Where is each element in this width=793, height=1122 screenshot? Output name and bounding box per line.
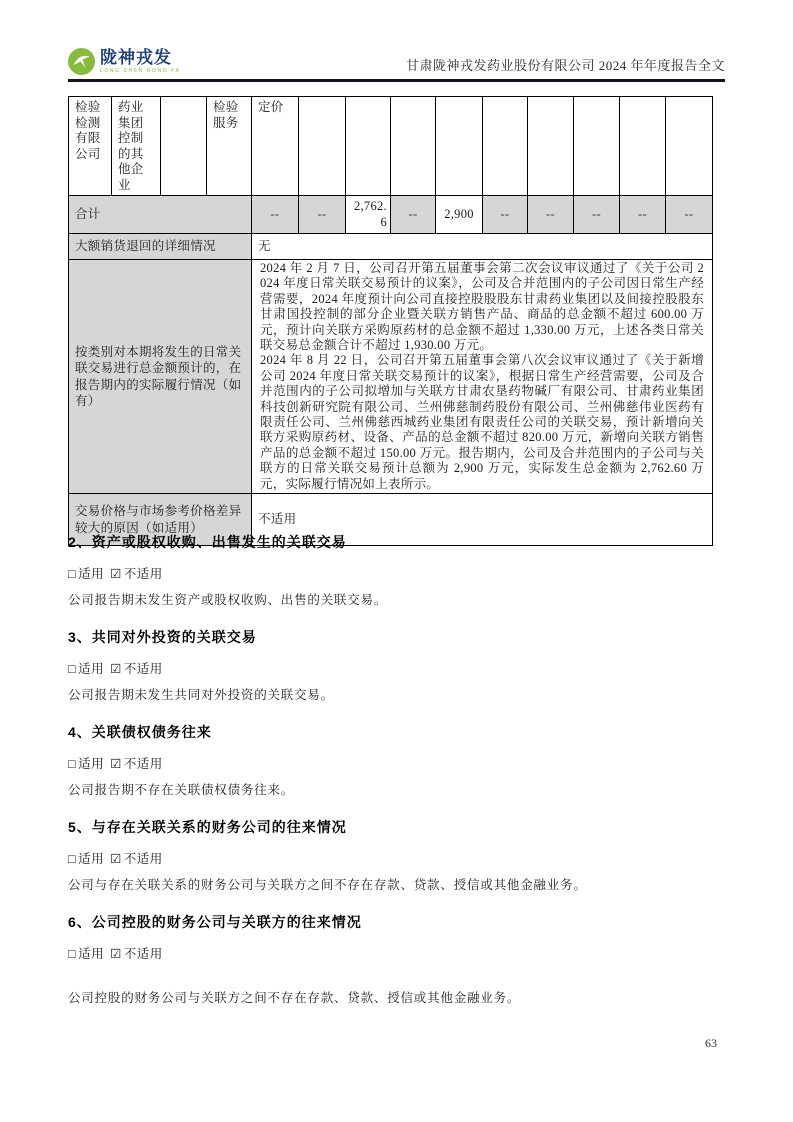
applicability-line bbox=[68, 566, 725, 582]
document-title: 甘肃陇神戎发药业股份有限公司 2024 年年度报告全文 bbox=[405, 58, 725, 73]
section-description: 公司控股的财务公司与关联方之间不存在存款、贷款、授信或其他金融业务。 bbox=[68, 991, 521, 1005]
table-cell: -- bbox=[299, 196, 346, 234]
checkbox-unchecked-icon: □ bbox=[68, 567, 77, 581]
table-cell: -- bbox=[574, 196, 620, 234]
section-title: 5、与存在关联关系的财务公司的往来情况 bbox=[68, 819, 347, 835]
header-rule bbox=[68, 79, 725, 82]
total-approved-amount-cell: 2,900 bbox=[436, 196, 483, 234]
table-cell bbox=[574, 97, 620, 196]
section-related-finance-company bbox=[68, 818, 725, 893]
section-description: 公司报告期未发生资产或股权收购、出售的关联交易。 bbox=[68, 593, 388, 607]
not-applicable-label: 不适用 bbox=[123, 662, 163, 676]
checkbox-unchecked-icon: □ bbox=[68, 852, 77, 866]
section-title: 4、关联债权债务往来 bbox=[68, 724, 212, 740]
total-purchase-amount-cell: 2,762.6 bbox=[346, 196, 391, 234]
table-cell bbox=[528, 97, 574, 196]
checkbox-checked-icon: ☑ bbox=[110, 567, 122, 581]
section-title: 6、公司控股的财务公司与关联方的往来情况 bbox=[68, 914, 362, 930]
not-applicable-label: 不适用 bbox=[123, 567, 163, 581]
logo-name-cn: 陇神戎发 bbox=[100, 48, 172, 67]
table-cell bbox=[483, 97, 528, 196]
table-cell bbox=[436, 97, 483, 196]
table-cell: 检验检测有限公司 bbox=[69, 97, 112, 196]
section-description: 公司与存在关联关系的财务公司与关联方之间不存在存款、贷款、授信或其他金融业务。 bbox=[68, 878, 587, 892]
table-row-performance bbox=[69, 260, 713, 494]
table-cell: -- bbox=[391, 196, 436, 234]
checkbox-checked-icon: ☑ bbox=[110, 947, 122, 961]
table-cell: 药业集团控制的其他企业 bbox=[112, 97, 161, 196]
table-cell: 检验服务 bbox=[207, 97, 252, 196]
table-cell bbox=[620, 97, 666, 196]
applicable-label: 适用 bbox=[78, 852, 105, 866]
row-value-cell: 无 bbox=[252, 234, 713, 260]
table-row bbox=[69, 97, 713, 196]
applicability-line bbox=[68, 661, 725, 677]
page-number: 63 bbox=[705, 1036, 717, 1050]
table-row-total bbox=[69, 196, 713, 234]
logo-name-en: LONG SHEN RONG FA bbox=[100, 68, 181, 74]
section-title: 2、资产或股权收购、出售发生的关联交易 bbox=[68, 534, 347, 550]
applicable-label: 适用 bbox=[78, 662, 105, 676]
checkbox-checked-icon: ☑ bbox=[110, 757, 122, 771]
table-cell bbox=[161, 97, 207, 196]
company-logo bbox=[68, 48, 181, 75]
performance-detail-cell: 2024 年 2 月 7 日，公司召开第五届董事会第二次会议审议通过了《关于公司 2024 年度日常关联交易预计的议案》，公司及合并范围内的子公司因日常生产经营需要，2024 年度预计向公司直接控股股股东甘肃药业集团以及间接控股股东甘肃国投控制的部分企业暨关联方销售产品、商品的总金额不超过 600.00 万元，预计向关联方采购原药材的总金额不超过 1,330.00 万元，上述各类日常关联交易总金额合计不超过 1,930.00 万元。 2024 年 8 月 22 日，公司召开第五届董事会第八次会议审议通过了《关于新增公司 2024 年度日常关联交易预计的议案》，根据日常生产经营需要，公司及合并范围内的子公司拟增加与关联方甘肃农垦药物碱厂有限公司、甘肃药业集团科技创新研究院有限公司、兰州佛慈制药股份有限公司、兰州佛慈伟业医药有限责任公司、兰州佛慈西城药业集团有限责任公司的关联交易，预计新增向关联方采购原药材、设备、产品的总金额不超过 820.00 万元，新增向关联方销售产品的总金额不超过 150.00 万元。报告期内，公司及合并范围内的子公司与关联方的日常关联交易预计总额为 2,900 万元，实际发生总金额为 2,762.60 万元，实际履行情况如上表所示。 bbox=[252, 260, 713, 494]
applicable-label: 适用 bbox=[78, 947, 105, 961]
table-cell: -- bbox=[528, 196, 574, 234]
checkbox-unchecked-icon: □ bbox=[68, 662, 77, 676]
applicability-line bbox=[68, 851, 725, 867]
applicability-line bbox=[68, 946, 725, 962]
applicable-label: 适用 bbox=[78, 757, 105, 771]
table-cell: -- bbox=[620, 196, 666, 234]
section-controlled-finance-company bbox=[68, 913, 725, 1006]
checkbox-checked-icon: ☑ bbox=[110, 852, 122, 866]
table-row-sales-return bbox=[69, 234, 713, 260]
section-description: 公司报告期未发生共同对外投资的关联交易。 bbox=[68, 688, 335, 702]
checkbox-unchecked-icon: □ bbox=[68, 947, 77, 961]
table-cell: 定价 bbox=[252, 97, 299, 196]
table-cell: -- bbox=[252, 196, 299, 234]
checkbox-checked-icon: ☑ bbox=[110, 662, 122, 676]
sections-container bbox=[68, 518, 725, 1006]
section-description: 公司报告期不存在关联债权债务往来。 bbox=[68, 783, 295, 797]
total-label-cell: 合计 bbox=[69, 196, 252, 234]
table-cell: -- bbox=[666, 196, 713, 234]
checkbox-unchecked-icon: □ bbox=[68, 757, 77, 771]
row-label-cell: 交易价格与市场参考价格差异较大的原因（如适用） bbox=[69, 494, 252, 546]
logo-icon bbox=[68, 48, 95, 75]
related-transactions-table bbox=[68, 96, 725, 546]
section-joint-investment bbox=[68, 628, 725, 703]
table-cell bbox=[391, 97, 436, 196]
section-creditor-debt bbox=[68, 723, 725, 798]
row-value-cell: 不适用 bbox=[252, 494, 713, 546]
not-applicable-label: 不适用 bbox=[123, 947, 163, 961]
logo-text bbox=[100, 48, 181, 74]
section-asset-equity bbox=[68, 533, 725, 608]
table-cell bbox=[666, 97, 713, 196]
not-applicable-label: 不适用 bbox=[123, 852, 163, 866]
table-cell bbox=[299, 97, 346, 196]
table-cell: -- bbox=[483, 196, 528, 234]
row-label-cell: 大额销货退回的详细情况 bbox=[69, 234, 252, 260]
not-applicable-label: 不适用 bbox=[123, 757, 163, 771]
row-label-cell: 按类别对本期将发生的日常关联交易进行总金额预计的，在报告期内的实际履行情况（如有） bbox=[69, 260, 252, 494]
applicable-label: 适用 bbox=[78, 567, 105, 581]
applicability-line bbox=[68, 756, 725, 772]
table-cell bbox=[346, 97, 391, 196]
section-title: 3、共同对外投资的关联交易 bbox=[68, 629, 257, 645]
